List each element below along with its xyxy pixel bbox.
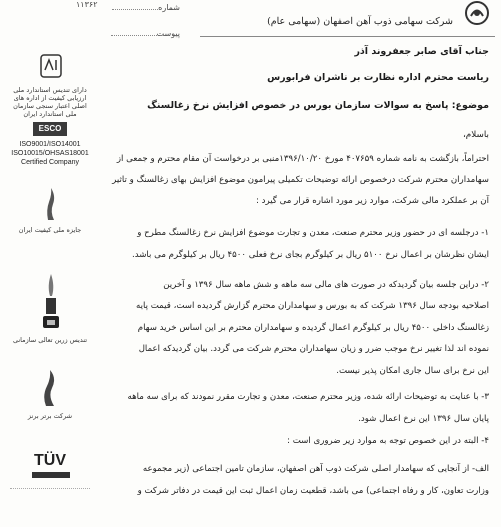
award-excellence-text: تندیس زرین تعالی سازمانی xyxy=(12,336,88,344)
item-2-line: ۲- دراین جلسه بیان گردیدکه در صورت های مالی سه ماهه و شش ماهه سال ۱۳۹۶ و آخرین xyxy=(163,280,489,290)
item-1-line: ۱- درجلسه ای در حضور وزیر محترم صنعت، معدن و تجارت موضوع افزایش نرخ زغالسنگ مطرح و xyxy=(137,228,489,238)
item-3-line: پایان سال ۱۳۹۶ این نرخ اعمال شود. xyxy=(358,414,489,424)
excellence-statue-icon xyxy=(42,272,60,330)
company-name: شرکت سهامی ذوب آهن اصفهان (سهامی عام) xyxy=(267,16,453,27)
letter-subject: موضوع: پاسخ به سوالات سازمان بورس در خصوص افزایش نرخ زغالسنگ xyxy=(147,100,489,111)
paragraph-line: سهامداران محترم شرکت درخصوص ارائه توضیحات تکمیلی پیرامون موضوع افزایش بهای زغالسنگ و تاثیر xyxy=(112,175,489,185)
item-4a-line: وزارت تعاون، کار و رفاه اجتماعی) می باشد، قطعیت زمان اعمال ثبت این قیمت در دفاتر شرکت و xyxy=(137,486,489,496)
esco-badge: ESCO xyxy=(33,122,67,136)
item-2-line: اصلاحیه بودجه سال ۱۳۹۶ شرکت که به بورس و سهامداران محترم گزارش گردیده است، قیمت پایه xyxy=(136,301,489,311)
ref-number-value: ۱۱۳۶۲ xyxy=(76,0,98,9)
award-standard-text: دارای تندیس استاندارد ملی ارزیابی کیفیت از اداره های اصلی اعتبار سنجی سازمان ملی استاندارد ایران xyxy=(13,86,87,118)
award-bronze-text: شرکت برتر برنز xyxy=(27,412,73,420)
sidebar-footer-text xyxy=(10,488,90,519)
greeting: باسلام، xyxy=(462,130,489,140)
paragraph-line: آن بر عملکرد مالی شرکت، موارد زیر مورد اشاره قرار می گیرد : xyxy=(256,196,489,206)
sidebar-certifications xyxy=(0,40,102,527)
item-2-line: این نرخ برای سال جاری امکان پذیر نیست. xyxy=(336,366,489,376)
standard-mark-icon xyxy=(40,54,62,78)
recipient-name: جناب آقای صابر جعفروند آذر xyxy=(354,46,489,57)
letterhead xyxy=(235,0,495,40)
ref-attachment-row xyxy=(60,28,180,40)
item-2-line: زغالسنگ داخلی ۴۵۰۰ ریال بر کیلوگرم اعمال گردیده و سهامداران محترم بر این اساس خرید سهام xyxy=(137,323,489,333)
tuv-bar xyxy=(32,472,70,478)
item-4a-line: الف- از آنجایی که سهامدار اصلی شرکت ذوب آهن اصفهان، سازمان تامین اجتماعی (زیر مجموعه xyxy=(142,464,489,474)
company-logo-icon xyxy=(463,0,491,26)
cert-iso-1: ISO9001/ISO14001 xyxy=(19,141,81,148)
header-divider xyxy=(200,36,495,37)
cert-company: Certified Company xyxy=(21,159,79,166)
item-2-line: نموده اند لذا تغییر نرخ موجب ضرر و زیان سهامداران محترم شرکت می گردد. بیان گردیدکه اعمال xyxy=(138,344,489,354)
cert-iso-2: ISO10015/OHSAS18001 xyxy=(11,150,89,157)
award-quality-text: جایزه ملی کیفیت ایران xyxy=(18,226,82,234)
bronze-award-icon xyxy=(40,368,60,408)
item-1-line: ایشان نظرشان بر اعمال نرخ ۵۱۰۰ ریال بر کیلوگرم بجای نرخ فعلی ۴۵۰۰ ریال بر کیلوگرم می باشد. xyxy=(131,250,489,260)
number-dotted-line xyxy=(112,9,158,10)
item-3-line: ۳- با عنایت به توضیحات ارائه شده، وزیر محترم صنعت، معدن و تجارت مقرر نمودند که برای سه ماهه xyxy=(127,392,489,402)
attachment-label: پیوست xyxy=(156,29,180,38)
tuv-logo: TÜV xyxy=(34,452,66,469)
item-4-line: ۴- البته در این خصوص توجه به موارد زیر ضروری است : xyxy=(287,436,489,446)
attachment-dotted-line xyxy=(111,35,157,36)
paragraph-line: احتراماً، بازگشت به نامه شماره ۴۰۷۶۵۹ مورخ ۱۳۹۶/۱۰/۲۰منبی بر درخواست آن مقام محترم و جمعی از xyxy=(116,154,489,164)
number-label: شماره xyxy=(158,3,180,12)
recipient-title: ریاست محترم اداره نظارت بر ناشران فرابورس xyxy=(267,72,489,83)
quality-award-icon xyxy=(44,186,58,222)
